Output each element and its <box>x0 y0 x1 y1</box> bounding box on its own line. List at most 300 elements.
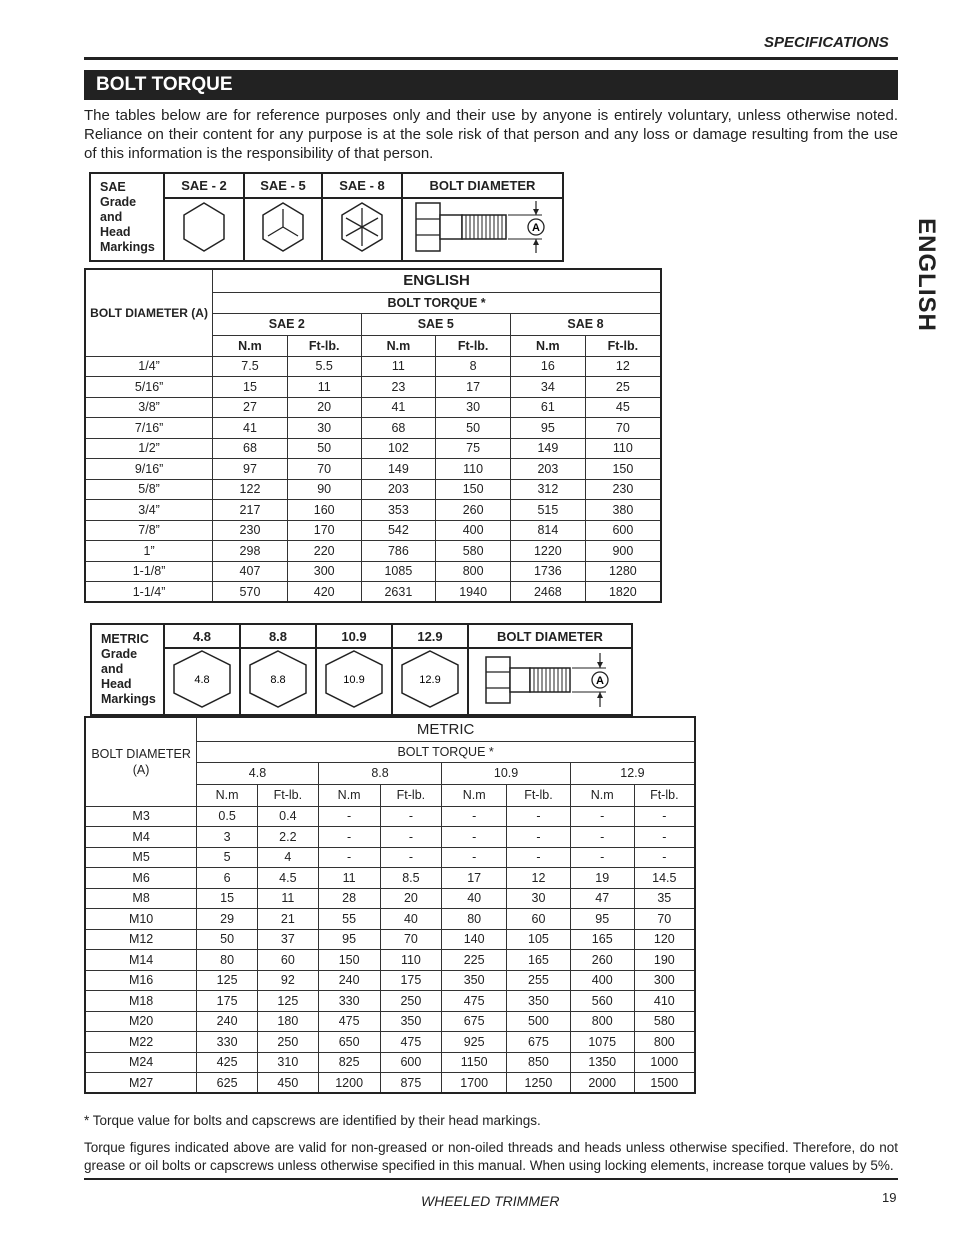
callout-a-label: A <box>531 222 540 234</box>
torque-value-cell: 37 <box>257 929 318 950</box>
unit-header: N.m <box>213 335 288 356</box>
torque-value-cell: 3 <box>197 827 258 848</box>
bolt-diameter-diagram <box>468 648 632 715</box>
torque-value-cell: 41 <box>213 418 288 439</box>
hex-head-six-line-icon <box>339 201 385 253</box>
section-header: SPECIFICATIONS <box>764 34 889 51</box>
torque-value-cell: 97 <box>213 459 288 480</box>
torque-value-cell: 2468 <box>511 582 586 603</box>
torque-value-cell: 70 <box>634 909 695 930</box>
torque-value-cell: 925 <box>442 1032 507 1053</box>
torque-value-cell: 900 <box>585 541 661 562</box>
torque-value-cell: 47 <box>570 888 634 909</box>
torque-value-cell: 95 <box>511 418 586 439</box>
torque-value-cell: 92 <box>257 970 318 991</box>
torque-value-cell: - <box>380 847 442 868</box>
torque-value-cell: 250 <box>257 1032 318 1053</box>
unit-header: N.m <box>511 335 586 356</box>
torque-value-cell: 1150 <box>442 1052 507 1073</box>
torque-value-cell: - <box>570 827 634 848</box>
torque-value-cell: 80 <box>197 950 258 971</box>
torque-value-cell: 1700 <box>442 1073 507 1094</box>
torque-value-cell: 203 <box>511 459 586 480</box>
torque-value-cell: 310 <box>257 1052 318 1073</box>
unit-header: Ft-lb. <box>257 784 318 806</box>
unit-header: Ft-lb. <box>507 784 571 806</box>
torque-value-cell: 410 <box>634 991 695 1012</box>
torque-value-cell: 150 <box>318 950 380 971</box>
torque-value-cell: 150 <box>585 459 661 480</box>
bolt-size-cell: M4 <box>85 827 197 848</box>
torque-value-cell: 600 <box>380 1052 442 1073</box>
torque-value-cell: 300 <box>287 561 361 582</box>
footer-rule <box>84 1178 898 1180</box>
unit-header: Ft-lb. <box>287 335 361 356</box>
torque-value-cell: 30 <box>436 397 511 418</box>
table-row <box>85 356 661 377</box>
language-tab-label: ENGLISH <box>913 218 940 332</box>
table-row <box>85 418 661 439</box>
torque-value-cell: 120 <box>634 929 695 950</box>
torque-value-cell: 150 <box>436 479 511 500</box>
unit-header: N.m <box>361 335 436 356</box>
torque-value-cell: 800 <box>570 1011 634 1032</box>
torque-value-cell: 0.5 <box>197 806 258 827</box>
table-row <box>85 847 695 868</box>
torque-value-cell: 105 <box>507 929 571 950</box>
head-marking-12-9 <box>392 648 468 715</box>
table-row <box>85 561 661 582</box>
metric-table-body <box>85 806 695 1093</box>
intro-paragraph: The tables below are for reference purposes only and their use by anyone is entirely voluntary, unless otherwise noted. Reliance on their content for any purpose is at the sole risk of that person and any loss or damage resulting from the use of this information is the responsibility of that person. <box>84 107 898 162</box>
head-grade-label: 12.9 <box>419 674 441 686</box>
bolt-size-cell: M8 <box>85 888 197 909</box>
grade-header: 4.8 <box>164 624 240 648</box>
torque-value-cell: 25 <box>585 377 661 398</box>
head-marking-10-9 <box>316 648 392 715</box>
torque-value-cell: 217 <box>213 500 288 521</box>
table-row <box>85 991 695 1012</box>
table-row <box>85 909 695 930</box>
torque-value-cell: 12 <box>585 356 661 377</box>
head-marking-4-8 <box>164 648 240 715</box>
torque-value-cell: 165 <box>507 950 571 971</box>
torque-value-cell: - <box>318 827 380 848</box>
torque-value-cell: 30 <box>507 888 571 909</box>
bolt-diameter-diagram <box>402 198 563 261</box>
torque-value-cell: 425 <box>197 1052 258 1073</box>
torque-value-cell: 850 <box>507 1052 571 1073</box>
torque-value-cell: 149 <box>361 459 436 480</box>
head-marking-sae5 <box>244 198 322 261</box>
torque-value-cell: - <box>507 847 571 868</box>
torque-value-cell: - <box>507 806 571 827</box>
torque-value-cell: 1000 <box>634 1052 695 1073</box>
hex-head-grade-icon <box>170 649 234 709</box>
bolt-size-cell: M3 <box>85 806 197 827</box>
bolt-size-cell: M5 <box>85 847 197 868</box>
head-grade-label: 8.8 <box>270 674 286 686</box>
grade-group-header: SAE 5 <box>361 313 510 335</box>
torque-value-cell: 180 <box>257 1011 318 1032</box>
sae-markings-table <box>89 172 564 262</box>
bolt-size-cell: 3/8” <box>85 397 213 418</box>
torque-value-cell: 20 <box>287 397 361 418</box>
bolt-diameter-header: BOLT DIAMETER <box>402 173 563 198</box>
torque-value-cell: 175 <box>197 991 258 1012</box>
grade-group-header: 12.9 <box>570 762 695 784</box>
torque-value-cell: 650 <box>318 1032 380 1053</box>
bolt-size-cell: 7/8” <box>85 520 213 541</box>
torque-value-cell: 220 <box>287 541 361 562</box>
torque-value-cell: 165 <box>570 929 634 950</box>
torque-notes: Torque figures indicated above are valid for non-greased or non-oiled threads and heads unless otherwise specified. Therefore, do not grease or oil bolts or capscrews unless otherwise specified in this manual. When using locking elements, increase torque values by 5%. <box>84 1140 898 1173</box>
torque-value-cell: 4.5 <box>257 868 318 889</box>
torque-value-cell: 35 <box>634 888 695 909</box>
torque-value-cell: 29 <box>197 909 258 930</box>
table-row <box>85 479 661 500</box>
grade-header: 8.8 <box>240 624 316 648</box>
torque-value-cell: - <box>634 806 695 827</box>
torque-value-cell: 95 <box>570 909 634 930</box>
table-row <box>85 1032 695 1053</box>
torque-value-cell: 28 <box>318 888 380 909</box>
row-header: BOLT DIAMETER (A) <box>85 717 197 806</box>
torque-value-cell: 312 <box>511 479 586 500</box>
torque-value-cell: 407 <box>213 561 288 582</box>
head-marking-sae2 <box>164 198 244 261</box>
bolt-size-cell: 1” <box>85 541 213 562</box>
torque-value-cell: 1940 <box>436 582 511 603</box>
bolt-size-cell: M27 <box>85 1073 197 1094</box>
table-row <box>85 459 661 480</box>
unit-header: N.m <box>318 784 380 806</box>
torque-value-cell: 40 <box>442 888 507 909</box>
torque-value-cell: 350 <box>380 1011 442 1032</box>
torque-value-cell: 250 <box>380 991 442 1012</box>
hex-head-three-line-icon <box>260 201 306 253</box>
row-header: BOLT DIAMETER (A) <box>85 269 213 356</box>
head-grade-label: 10.9 <box>343 674 365 686</box>
torque-value-cell: 50 <box>436 418 511 439</box>
torque-value-cell: 7.5 <box>213 356 288 377</box>
table-title: ENGLISH <box>213 269 661 292</box>
bolt-size-cell: M16 <box>85 970 197 991</box>
label-line: Grade <box>100 194 137 209</box>
torque-value-cell: 110 <box>380 950 442 971</box>
torque-value-cell: 5 <box>197 847 258 868</box>
bolt-diameter-header: BOLT DIAMETER <box>468 624 632 648</box>
table-row <box>85 970 695 991</box>
torque-value-cell: 500 <box>507 1011 571 1032</box>
torque-value-cell: 1220 <box>511 541 586 562</box>
label-line: Head <box>100 224 131 239</box>
table-row <box>85 377 661 398</box>
torque-value-cell: 1085 <box>361 561 436 582</box>
table-row <box>85 438 661 459</box>
torque-value-cell: 61 <box>511 397 586 418</box>
torque-value-cell: 300 <box>634 970 695 991</box>
metric-markings-label <box>91 624 164 715</box>
bolt-size-cell: 1/4” <box>85 356 213 377</box>
unit-header: Ft-lb. <box>436 335 511 356</box>
bolt-size-cell: 5/8” <box>85 479 213 500</box>
hex-head-grade-icon <box>398 649 462 709</box>
torque-value-cell: 330 <box>197 1032 258 1053</box>
bolt-size-cell: 9/16” <box>85 459 213 480</box>
torque-value-cell: 298 <box>213 541 288 562</box>
torque-value-cell: 15 <box>213 377 288 398</box>
torque-value-cell: 20 <box>380 888 442 909</box>
torque-value-cell: 475 <box>380 1032 442 1053</box>
label-line: and <box>101 662 124 676</box>
torque-value-cell: 95 <box>318 929 380 950</box>
head-marking-8-8 <box>240 648 316 715</box>
torque-value-cell: 625 <box>197 1073 258 1094</box>
torque-value-cell: 11 <box>257 888 318 909</box>
torque-value-cell: 675 <box>442 1011 507 1032</box>
torque-value-cell: 190 <box>634 950 695 971</box>
torque-value-cell: 17 <box>436 377 511 398</box>
torque-value-cell: 353 <box>361 500 436 521</box>
table-row <box>85 1052 695 1073</box>
torque-value-cell: 2631 <box>361 582 436 603</box>
label-line: SAE <box>100 179 126 194</box>
torque-value-cell: - <box>442 806 507 827</box>
torque-value-cell: 125 <box>257 991 318 1012</box>
torque-value-cell: 50 <box>197 929 258 950</box>
torque-value-cell: 12 <box>507 868 571 889</box>
torque-value-cell: - <box>442 827 507 848</box>
torque-value-cell: 260 <box>570 950 634 971</box>
torque-value-cell: 675 <box>507 1032 571 1053</box>
grade-header: SAE - 5 <box>244 173 322 198</box>
table-row <box>85 500 661 521</box>
torque-value-cell: 175 <box>380 970 442 991</box>
bolt-size-cell: M24 <box>85 1052 197 1073</box>
torque-value-cell: 350 <box>442 970 507 991</box>
table-title: METRIC <box>197 717 695 741</box>
torque-value-cell: 6 <box>197 868 258 889</box>
torque-value-cell: 800 <box>634 1032 695 1053</box>
torque-value-cell: 90 <box>287 479 361 500</box>
hex-head-plain-icon <box>181 201 227 253</box>
footer-title: WHEELED TRIMMER <box>421 1193 560 1209</box>
torque-value-cell: 0.4 <box>257 806 318 827</box>
torque-value-cell: 230 <box>213 520 288 541</box>
torque-value-cell: 570 <box>213 582 288 603</box>
torque-value-cell: 68 <box>213 438 288 459</box>
torque-value-cell: 475 <box>442 991 507 1012</box>
torque-value-cell: 380 <box>585 500 661 521</box>
grade-header: SAE - 2 <box>164 173 244 198</box>
torque-value-cell: 60 <box>507 909 571 930</box>
head-grade-label: 4.8 <box>194 674 210 686</box>
grade-group-header: SAE 8 <box>511 313 662 335</box>
grade-header: 12.9 <box>392 624 468 648</box>
unit-header: N.m <box>570 784 634 806</box>
torque-value-cell: 600 <box>585 520 661 541</box>
torque-value-cell: 1820 <box>585 582 661 603</box>
torque-value-cell: 5.5 <box>287 356 361 377</box>
torque-value-cell: - <box>634 827 695 848</box>
torque-value-cell: 1250 <box>507 1073 571 1094</box>
torque-value-cell: 1350 <box>570 1052 634 1073</box>
torque-value-cell: 160 <box>287 500 361 521</box>
torque-value-cell: 240 <box>197 1011 258 1032</box>
torque-value-cell: 125 <box>197 970 258 991</box>
torque-value-cell: 330 <box>318 991 380 1012</box>
table-row <box>85 397 661 418</box>
table-row <box>85 1073 695 1094</box>
torque-value-cell: 255 <box>507 970 571 991</box>
torque-value-cell: 21 <box>257 909 318 930</box>
torque-value-cell: 149 <box>511 438 586 459</box>
bolt-size-cell: 1/2” <box>85 438 213 459</box>
torque-footnote: * Torque value for bolts and capscrews are identified by their head markings. <box>84 1113 541 1128</box>
table-row <box>85 520 661 541</box>
torque-value-cell: 110 <box>436 459 511 480</box>
label-line: Head <box>101 677 132 691</box>
torque-value-cell: 110 <box>585 438 661 459</box>
grade-group-header: SAE 2 <box>213 313 361 335</box>
torque-value-cell: 260 <box>436 500 511 521</box>
torque-value-cell: 11 <box>318 868 380 889</box>
english-table-body <box>85 356 661 602</box>
torque-value-cell: 400 <box>570 970 634 991</box>
torque-value-cell: 800 <box>436 561 511 582</box>
bolt-size-cell: M12 <box>85 929 197 950</box>
torque-value-cell: 27 <box>213 397 288 418</box>
english-torque-table <box>84 268 662 603</box>
torque-value-cell: 350 <box>507 991 571 1012</box>
unit-header: Ft-lb. <box>380 784 442 806</box>
grade-header: 10.9 <box>316 624 392 648</box>
table-row <box>85 541 661 562</box>
table-row <box>85 1011 695 1032</box>
bolt-size-cell: M6 <box>85 868 197 889</box>
torque-value-cell: 14.5 <box>634 868 695 889</box>
label-line: Markings <box>101 692 156 706</box>
torque-value-cell: 450 <box>257 1073 318 1094</box>
torque-value-cell: - <box>318 806 380 827</box>
bolt-size-cell: 1-1/4” <box>85 582 213 603</box>
torque-value-cell: 786 <box>361 541 436 562</box>
bolt-size-cell: M18 <box>85 991 197 1012</box>
unit-header: Ft-lb. <box>585 335 661 356</box>
metric-torque-table <box>84 716 696 1094</box>
torque-value-cell: 814 <box>511 520 586 541</box>
torque-value-cell: 102 <box>361 438 436 459</box>
torque-value-cell: 1500 <box>634 1073 695 1094</box>
torque-value-cell: 240 <box>318 970 380 991</box>
torque-value-cell: 1200 <box>318 1073 380 1094</box>
head-marking-sae8 <box>322 198 402 261</box>
torque-value-cell: 4 <box>257 847 318 868</box>
torque-value-cell: - <box>570 847 634 868</box>
header-rule <box>84 57 898 60</box>
callout-a-label: A <box>596 675 604 687</box>
torque-value-cell: - <box>507 827 571 848</box>
torque-value-cell: 23 <box>361 377 436 398</box>
torque-value-cell: 542 <box>361 520 436 541</box>
hex-head-grade-icon <box>322 649 386 709</box>
unit-header: N.m <box>442 784 507 806</box>
torque-value-cell: 2.2 <box>257 827 318 848</box>
grade-group-header: 10.9 <box>442 762 571 784</box>
label-line: METRIC <box>101 632 149 646</box>
torque-value-cell: - <box>442 847 507 868</box>
table-row <box>85 582 661 603</box>
torque-value-cell: 8.5 <box>380 868 442 889</box>
torque-value-cell: 40 <box>380 909 442 930</box>
torque-value-cell: 45 <box>585 397 661 418</box>
table-row <box>85 929 695 950</box>
torque-value-cell: 560 <box>570 991 634 1012</box>
torque-value-cell: - <box>380 827 442 848</box>
torque-value-cell: 2000 <box>570 1073 634 1094</box>
torque-value-cell: 17 <box>442 868 507 889</box>
torque-value-cell: 1280 <box>585 561 661 582</box>
torque-value-cell: - <box>380 806 442 827</box>
torque-value-cell: 55 <box>318 909 380 930</box>
table-row <box>85 868 695 889</box>
torque-value-cell: 8 <box>436 356 511 377</box>
torque-value-cell: 75 <box>436 438 511 459</box>
torque-value-cell: 19 <box>570 868 634 889</box>
torque-value-cell: 140 <box>442 929 507 950</box>
table-row <box>85 827 695 848</box>
grade-header: SAE - 8 <box>322 173 402 198</box>
bolt-size-cell: 3/4” <box>85 500 213 521</box>
torque-value-cell: 70 <box>287 459 361 480</box>
torque-value-cell: - <box>634 847 695 868</box>
torque-value-cell: 80 <box>442 909 507 930</box>
bolt-size-cell: 5/16” <box>85 377 213 398</box>
torque-value-cell: 70 <box>585 418 661 439</box>
unit-header: Ft-lb. <box>634 784 695 806</box>
torque-value-cell: 122 <box>213 479 288 500</box>
torque-value-cell: 41 <box>361 397 436 418</box>
table-row <box>85 806 695 827</box>
bolt-side-view-icon <box>480 649 620 709</box>
label-line: Markings <box>100 239 155 254</box>
label-line: Grade <box>101 647 138 661</box>
torque-value-cell: 11 <box>287 377 361 398</box>
torque-value-cell: 420 <box>287 582 361 603</box>
torque-value-cell: 225 <box>442 950 507 971</box>
torque-value-cell: 1736 <box>511 561 586 582</box>
bolt-size-cell: 7/16” <box>85 418 213 439</box>
torque-value-cell: 875 <box>380 1073 442 1094</box>
torque-value-cell: 475 <box>318 1011 380 1032</box>
table-row <box>85 888 695 909</box>
bolt-size-cell: M10 <box>85 909 197 930</box>
torque-value-cell: 70 <box>380 929 442 950</box>
table-subtitle: BOLT TORQUE * <box>197 741 695 762</box>
bolt-side-view-icon <box>408 199 558 255</box>
section-title: BOLT TORQUE <box>84 70 898 100</box>
table-row <box>85 950 695 971</box>
torque-value-cell: 34 <box>511 377 586 398</box>
torque-value-cell: 580 <box>436 541 511 562</box>
torque-value-cell: 11 <box>361 356 436 377</box>
table-subtitle: BOLT TORQUE * <box>213 292 661 313</box>
bolt-size-cell: M22 <box>85 1032 197 1053</box>
grade-group-header: 8.8 <box>318 762 442 784</box>
hex-head-grade-icon <box>246 649 310 709</box>
torque-value-cell: 825 <box>318 1052 380 1073</box>
